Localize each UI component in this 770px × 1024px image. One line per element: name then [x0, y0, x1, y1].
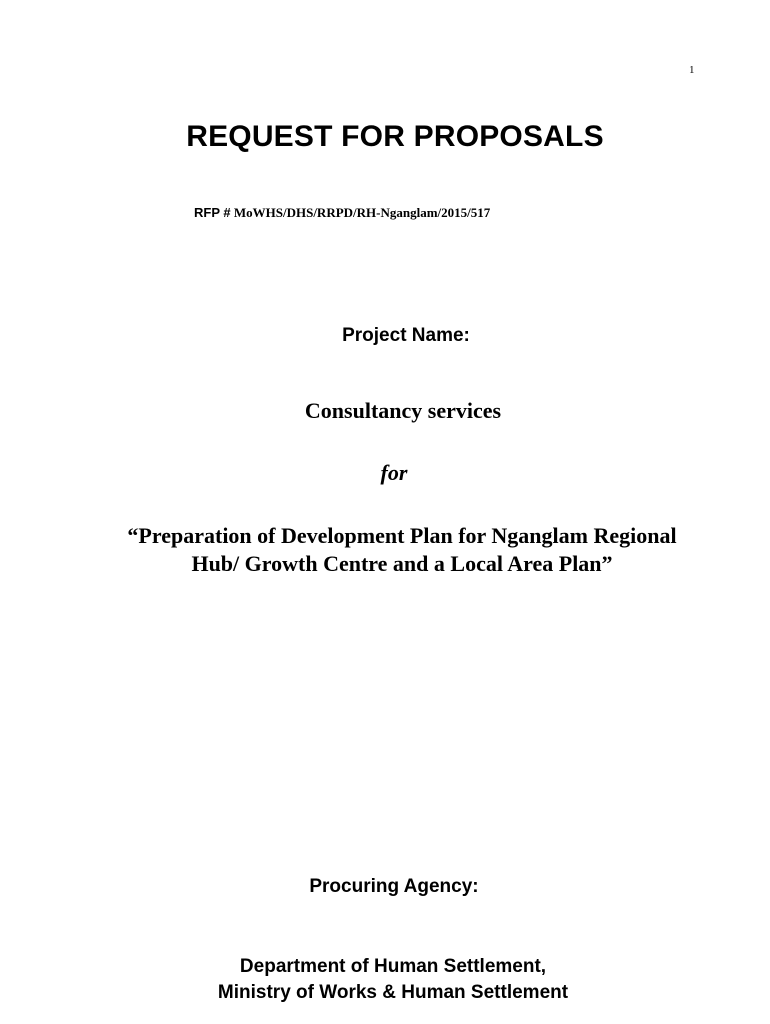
service-type: Consultancy services — [304, 398, 502, 423]
project-name-label: Project Name: — [342, 325, 470, 346]
procuring-agency — [0, 954, 770, 1006]
rfp-label: RFP # — [194, 205, 231, 220]
rfp-reference — [194, 205, 490, 221]
page-number: 1 — [689, 64, 695, 76]
document-title: REQUEST FOR PROPOSALS — [186, 120, 604, 153]
agency-department: Department of Human Settlement, — [239, 956, 547, 977]
rfp-number: MoWHS/DHS/RRPD/RH-Nganglam/2015/517 — [233, 205, 491, 220]
for-connector: for — [380, 460, 408, 485]
project-title: “Preparation of Development Plan for Nganglam Regional Hub/ Growth Centre and a Local Area Plan” — [127, 523, 677, 576]
procuring-agency-label: Procuring Agency: — [309, 876, 479, 897]
agency-ministry: Ministry of Works & Human Settlement — [217, 982, 569, 1003]
